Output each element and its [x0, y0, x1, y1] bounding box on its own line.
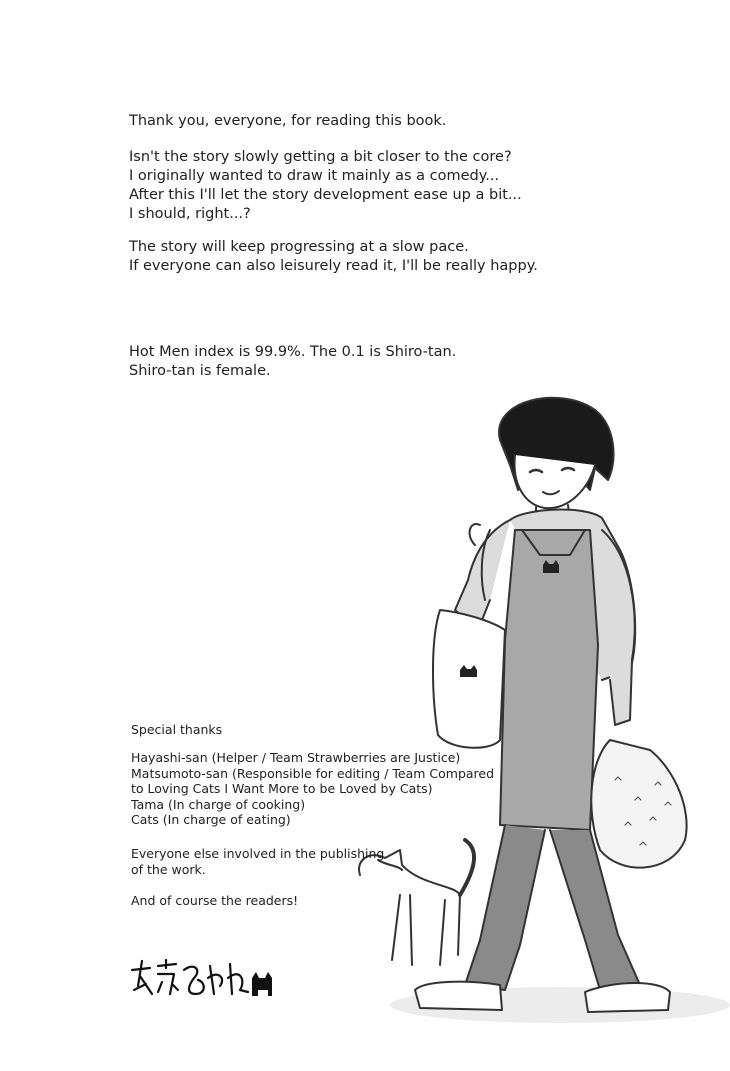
everyone-else-line: Everyone else involved in the publishing	[131, 846, 385, 861]
story-paragraph	[129, 148, 522, 224]
credits-list	[131, 750, 494, 828]
credit-item: Matsumoto-san (Responsible for editing / Team Compared	[131, 765, 495, 781]
story-line: I should, right...?	[129, 206, 251, 222]
thanks-line: Thank you, everyone, for reading this book.	[129, 113, 447, 129]
author-signature	[128, 956, 278, 1001]
story-line: After this I'll let the story development ease up a bit...	[129, 187, 522, 203]
hot-men-line: Hot Men index is 99.9%. The 0.1 is Shiro-tan.	[129, 344, 457, 360]
credit-item: Cats (In charge of eating)	[131, 812, 291, 827]
credit-item: Tama (In charge of cooking)	[131, 796, 306, 812]
cat-icon	[252, 972, 272, 996]
everyone-else-paragraph	[131, 846, 384, 877]
hot-men-paragraph	[129, 343, 456, 381]
readers-line	[131, 893, 298, 909]
credits-title: Special thanks	[131, 722, 223, 737]
story-line: I originally wanted to draw it mainly as a comedy...	[129, 168, 500, 184]
everyone-else-line: of the work.	[131, 861, 206, 877]
character-illustration	[340, 380, 730, 1070]
story-line: Isn't the story slowly getting a bit closer to the core?	[129, 149, 512, 165]
hot-men-line: Shiro-tan is female.	[129, 363, 271, 379]
readers-text: And of course the readers!	[131, 893, 299, 908]
pace-line: The story will keep progressing at a slow pace.	[129, 239, 469, 255]
credit-item: to Loving Cats I Want More to be Loved by Cats)	[131, 781, 433, 796]
credit-item: Hayashi-san (Helper / Team Strawberries are Justice)	[131, 750, 461, 765]
pace-line: If everyone can also leisurely read it, I'll be really happy.	[129, 258, 538, 274]
special-thanks-heading	[131, 722, 222, 738]
pace-paragraph	[129, 238, 538, 276]
thanks-paragraph	[129, 112, 446, 131]
